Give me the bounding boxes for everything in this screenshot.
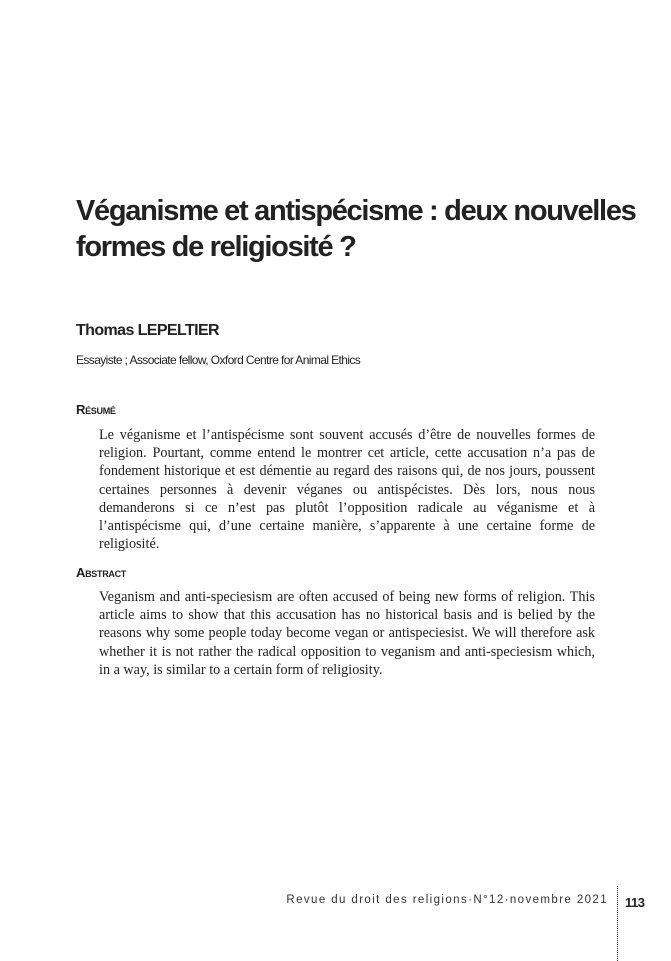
page-number: 113 xyxy=(625,895,645,910)
journal-footer: Revue du droit des religions·N°12·novembre 2021 xyxy=(286,894,608,906)
article-title: Véganisme et antispécisme : deux nouvelles formes de religiosité ? xyxy=(76,195,636,263)
resume-text: Le véganisme et l’antispécisme sont souvent accusés d’être de nouvelles formes de religion. Pourtant, comme entend le montrer cet article, cette accusation n’a pas de fondement historique et est démentie au regard des raisons qui, de nos jours, poussent certaines personnes à devenir véganes ou antispécistes. Dès lors, nous nous demanderons si ce n’est pas plutôt l’opposition radicale au véganisme et à l’antispécisme qui, d’une certaine manière, s’apparente à une certaine forme de religiosité. xyxy=(99,427,595,553)
abstract-text: Veganism and anti-speciesism are often accused of being new forms of religion. This article aims to show that this accusation has no historical basis and is belied by the reasons why some people today become vegan or antispeciesist. We will therefore ask whether it is not rather the radical opposition to veganism and anti-speciesism which, in a way, is similar to a certain form of religiosity. xyxy=(99,589,595,678)
author-affiliation: Essayiste ; Associate fellow, Oxford Centre for Animal Ethics xyxy=(76,353,361,367)
author-name: Thomas LEPELTIER xyxy=(76,322,220,339)
resume-heading: Résumé xyxy=(76,402,116,417)
footer-divider xyxy=(617,886,618,961)
abstract-heading: Abstract xyxy=(76,565,126,580)
